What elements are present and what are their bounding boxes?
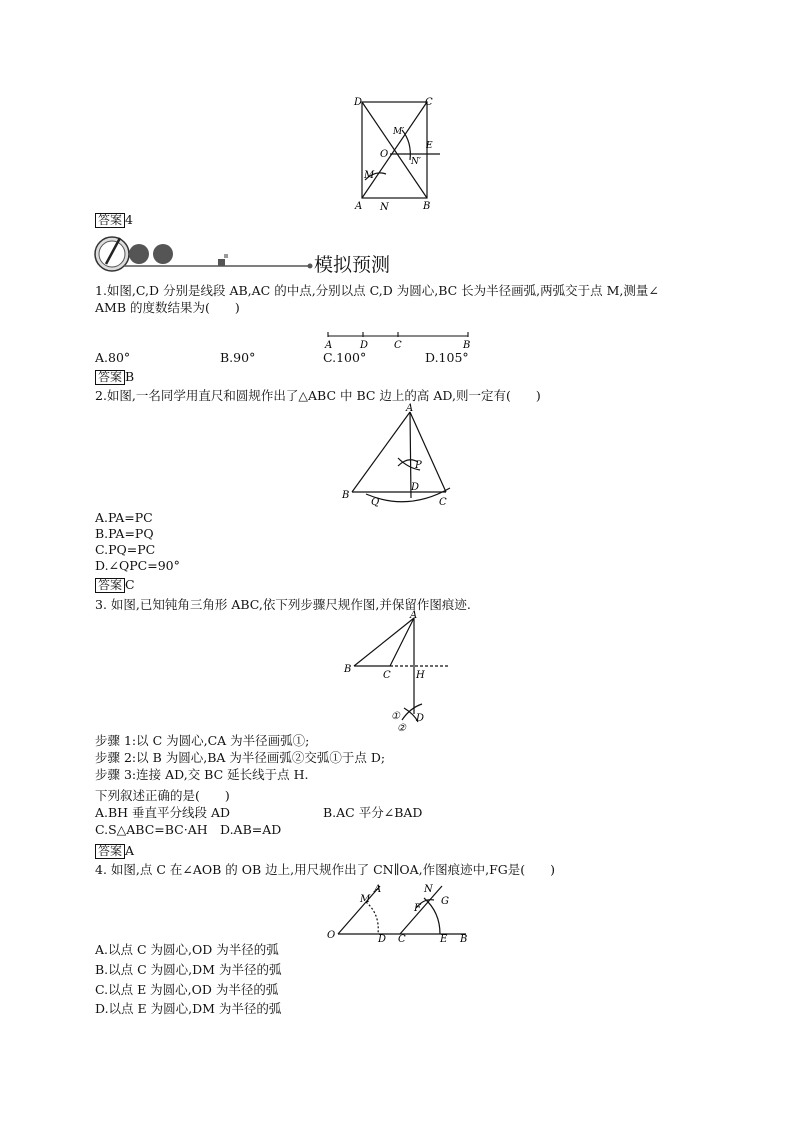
- q2-stem: 2.如图,一名同学用直尺和圆规作出了△ABC 中 BC 边上的高 AD,则一定有( ): [95, 388, 541, 403]
- fig-label: A: [406, 403, 414, 414]
- fig-label: Q: [371, 497, 380, 508]
- fig-label: M: [364, 170, 375, 181]
- q3-step2: 步骤 2:以 B 为圆心,BA 为半径画弧②交弧①于点 D;: [95, 750, 386, 765]
- q4-option-d: D.以点 E 为圆心,DM 为半径的弧: [95, 1001, 282, 1016]
- q3-ask: 下列叙述正确的是( ): [95, 788, 230, 803]
- fig-label: A: [355, 201, 363, 212]
- q1-option-b: B.90°: [220, 350, 256, 365]
- answer-value: C: [125, 577, 135, 592]
- q3-answer-row: [95, 843, 134, 859]
- fig-label: M: [360, 894, 371, 905]
- q3-step3: 步骤 3:连接 AD,交 BC 延长线于点 H.: [95, 767, 309, 782]
- fig-label: A: [374, 884, 382, 895]
- fig-label: B: [463, 340, 471, 351]
- fig-label: E: [426, 141, 433, 151]
- fig-label: C: [383, 670, 391, 681]
- q4-stem: 4. 如图,点 C 在∠AOB 的 OB 边上,用尺规作出了 CN∥OA,作图痕迹中,FG是( ): [95, 862, 556, 877]
- fig-label: M′: [393, 127, 405, 137]
- fig-label: B: [423, 201, 431, 212]
- q2-option-a: A.PA=PC: [95, 510, 153, 525]
- fig-label: N: [424, 884, 433, 895]
- answer-label: 答案: [95, 844, 125, 859]
- fig-label: ②: [397, 723, 406, 734]
- fig-label: A: [325, 340, 333, 351]
- fig-label: D: [354, 97, 363, 108]
- q4-option-b: B.以点 C 为圆心,DM 为半径的弧: [95, 962, 282, 977]
- fig-label: C: [394, 340, 402, 351]
- q2-answer-row: [95, 577, 135, 593]
- answer-value: B: [125, 369, 135, 384]
- q4-angle-figure: [324, 878, 474, 944]
- fig-label: E: [440, 934, 448, 945]
- q3-obtuse-triangle-figure: [340, 610, 455, 735]
- fig-label: D: [360, 340, 369, 351]
- fig-label: O: [380, 149, 389, 160]
- q3-option-d: D.AB=AD: [220, 822, 282, 837]
- fig-label: H: [416, 670, 425, 681]
- section-header-decoration: [94, 234, 324, 274]
- answer-value: 4: [125, 212, 133, 227]
- fig-label: B: [460, 934, 468, 945]
- fig-label: C: [425, 97, 433, 108]
- q3-stem: 3. 如图,已知钝角三角形 ABC,依下列步骤尺规作图,并保留作图痕迹.: [95, 597, 471, 612]
- q3-option-a: A.BH 垂直平分线段 AD: [95, 805, 231, 820]
- q2-option-b: B.PA=PQ: [95, 526, 154, 541]
- q1-segment-figure: [322, 328, 482, 352]
- answer-value: A: [125, 843, 135, 858]
- q4-option-a: A.以点 C 为圆心,OD 为半径的弧: [95, 942, 279, 957]
- q2-option-d: D.∠QPC=90°: [95, 558, 180, 573]
- fig-label: N′: [411, 157, 421, 167]
- q4-option-c: C.以点 E 为圆心,OD 为半径的弧: [95, 982, 279, 997]
- fig-label: C: [398, 934, 406, 945]
- q1-option-d: D.105°: [425, 350, 469, 365]
- q2-option-c: C.PQ=PC: [95, 542, 156, 557]
- answer-label: 答案: [95, 578, 125, 593]
- fig-label: A: [410, 610, 418, 621]
- answer-row: [95, 212, 133, 228]
- q3-option-c: C.S△ABC=BC·AH: [95, 822, 208, 837]
- fig-label: B: [344, 664, 352, 675]
- fig-label: D: [411, 482, 420, 493]
- fig-label: C: [439, 497, 447, 508]
- q1-option-c: C.100°: [323, 350, 367, 365]
- q1-stem-line1: 1.如图,C,D 分别是线段 AB,AC 的中点,分别以点 C,D 为圆心,BC 长为半径画弧,两弧交于点 M,测量∠: [95, 283, 659, 298]
- answer-label: 答案: [95, 213, 125, 228]
- q2-triangle-figure: [338, 400, 468, 512]
- fig-label: D: [378, 934, 387, 945]
- q1-option-a: A.80°: [95, 350, 131, 365]
- q3-step1: 步骤 1:以 C 为圆心,CA 为半径画弧①;: [95, 733, 310, 748]
- q3-option-b: B.AC 平分∠BAD: [323, 805, 423, 820]
- fig-label: ①: [391, 711, 400, 722]
- fig-label: D: [416, 713, 425, 724]
- answer-label: 答案: [95, 370, 125, 385]
- fig-label: G: [441, 896, 449, 907]
- q1-answer-row: [95, 369, 134, 385]
- fig-label: B: [342, 490, 350, 501]
- section-title: 模拟预测: [314, 254, 391, 276]
- fig-label: P: [415, 460, 422, 471]
- fig-label: F: [414, 903, 421, 914]
- fig-label: O: [327, 930, 336, 941]
- fig-label: N: [380, 202, 389, 213]
- q1-stem-line2: AMB 的度数结果为( ): [95, 300, 240, 315]
- rectangle-figure: [350, 92, 450, 212]
